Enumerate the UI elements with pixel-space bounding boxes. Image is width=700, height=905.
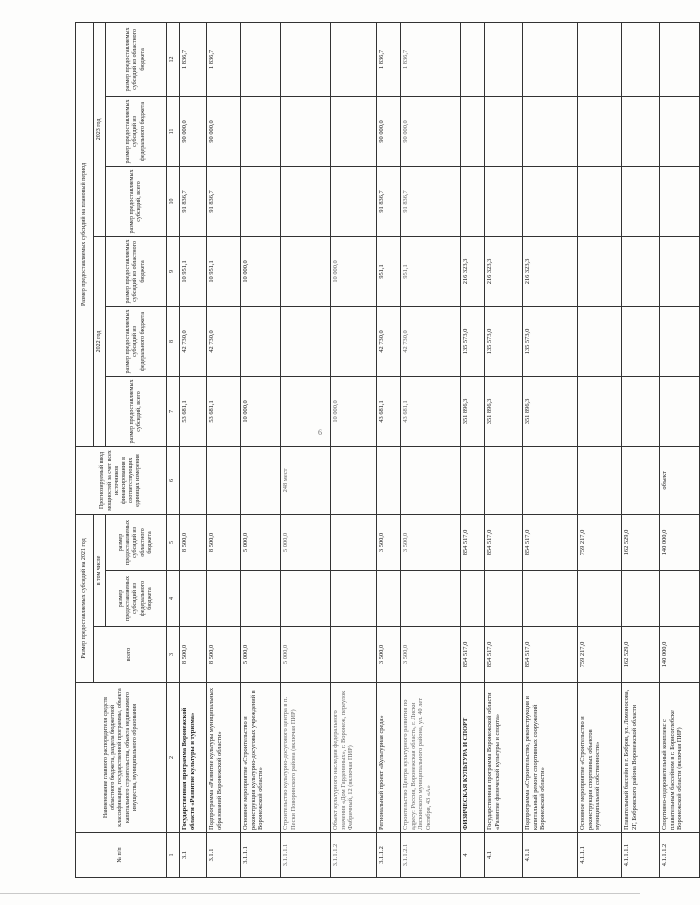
row-value-cell [241, 166, 281, 236]
row-name-cell: Государственная программа Воронежской области «Развитие физической культуры и спорта» [485, 683, 523, 833]
row-value-cell [578, 22, 622, 96]
row-value-cell [523, 571, 578, 627]
row-name-cell: Плавательный бассейн в г. Бобров, ул. Ломоносова, 2Г, Бобровского района Воронежской области [622, 683, 660, 833]
header-2021-reg: размер предоставляемых субсидий из областного бюджета [106, 514, 167, 570]
row-value-cell: 135 573,0 [461, 306, 485, 376]
row-value-cell [241, 306, 281, 376]
row-value-cell [485, 166, 523, 236]
row-value-cell: 351 896,3 [523, 376, 578, 446]
row-number-cell: 3.1 [180, 833, 207, 878]
row-name-cell: Государственная программа Воронежской области «Развитие культуры и туризма» [180, 683, 207, 833]
row-number-cell: 3.1.1.1 [241, 833, 281, 878]
row-value-cell [660, 306, 700, 376]
row-value-cell [377, 571, 401, 627]
row-value-cell [523, 96, 578, 166]
header-name: Наименование главного распорядителя средств областного бюджета, раздела бюджетной классификации, государственной программы, объекта капитального строительства, объекта недвижимого имущества, муниципального образования [76, 683, 167, 833]
header-capacity: Прогнозируемый ввод мощностей за счет всех источников финансирования в соответствующих единицах измерения [76, 446, 167, 514]
col-num: 3 [167, 627, 180, 683]
row-value-cell: 91 836,7 [377, 166, 401, 236]
row-value-cell [461, 22, 485, 96]
row-value-cell [180, 571, 207, 627]
header-2022-fed: размер предоставляемых субсидий из федерального бюджета [106, 306, 167, 376]
table-row [180, 22, 207, 877]
row-value-cell [622, 236, 660, 306]
table-row [281, 22, 331, 877]
col-num: 8 [167, 306, 180, 376]
row-value-cell: 854 517,0 [461, 514, 485, 570]
row-number-cell: 3.1.1.2.1 [401, 833, 461, 878]
row-value-cell: 10 951,1 [180, 236, 207, 306]
row-value-cell: 91 836,7 [401, 166, 461, 236]
row-value-cell [401, 446, 461, 514]
header-2022-reg: размер предоставляемых субсидий из областного бюджета [106, 236, 167, 306]
row-name-cell: Основное мероприятие «Строительство и реконструкция спортивных объектов муниципальной собственности» [578, 683, 622, 833]
header-2023-total: размер предоставляемых субсидий, всего [106, 166, 167, 236]
row-value-cell [281, 96, 331, 166]
page-number-mark: 6 [318, 428, 322, 437]
row-value-cell [660, 96, 700, 166]
row-value-cell [331, 306, 377, 376]
row-value-cell: 759 217,0 [578, 627, 622, 683]
row-name-cell: Строительство культурно-досугового центра в п. Пески Поворинского района (включая ПИР) [281, 683, 331, 833]
row-value-cell [660, 166, 700, 236]
row-value-cell: 216 323,3 [461, 236, 485, 306]
table-row [523, 22, 578, 877]
row-value-cell: 351 896,3 [485, 376, 523, 446]
row-value-cell [660, 571, 700, 627]
header-2023-fed: размер предоставляемых субсидий из федерального бюджета [106, 96, 167, 166]
row-number-cell: 3.1.1 [207, 833, 241, 878]
header-2021-total: всего [94, 627, 167, 683]
row-number-cell: 4.1.1.1.1 [622, 833, 660, 878]
row-value-cell: 162 529,0 [622, 514, 660, 570]
page-bottom-rule [0, 893, 640, 894]
row-value-cell [281, 376, 331, 446]
row-value-cell [241, 96, 281, 166]
row-value-cell: 90 000,0 [377, 96, 401, 166]
row-value-cell: 854 517,0 [523, 514, 578, 570]
row-value-cell: 135 573,0 [485, 306, 523, 376]
row-name-cell: Подпрограмма «Развитие культуры муниципальных образований Воронежской области» [207, 683, 241, 833]
row-value-cell: 135 573,0 [523, 306, 578, 376]
table-row [578, 22, 622, 877]
row-value-cell [622, 571, 660, 627]
row-value-cell: 10 951,1 [207, 236, 241, 306]
row-value-cell: 3 500,0 [401, 627, 461, 683]
row-value-cell [401, 571, 461, 627]
row-value-cell: 10 000,0 [331, 376, 377, 446]
row-value-cell: 8 500,0 [207, 514, 241, 570]
row-value-cell [523, 166, 578, 236]
row-number-cell: 4.1.1.1.2 [660, 833, 700, 878]
row-name-cell: Подпрограмма «Строительство, реконструкция и капитальный ремонт спортивных сооружений Воронежской области» [523, 683, 578, 833]
col-num: 9 [167, 236, 180, 306]
table-row [207, 22, 241, 877]
row-value-cell: 42 730,0 [401, 306, 461, 376]
col-num: 6 [167, 446, 180, 514]
row-number-cell: 4.1.1.1 [578, 833, 622, 878]
row-value-cell [485, 446, 523, 514]
row-value-cell [331, 22, 377, 96]
row-value-cell: 90 000,0 [401, 96, 461, 166]
row-value-cell [281, 236, 331, 306]
row-value-cell: 5 000,0 [281, 514, 331, 570]
row-value-cell: 216 323,3 [485, 236, 523, 306]
row-value-cell [241, 22, 281, 96]
row-value-cell [331, 627, 377, 683]
row-value-cell: 140 000,0 [660, 627, 700, 683]
row-value-cell [578, 166, 622, 236]
row-value-cell: 42 730,0 [180, 306, 207, 376]
row-value-cell: 43 681,1 [401, 376, 461, 446]
header-plan-period: Размер предоставляемых субсидий на плановый период [76, 22, 94, 446]
row-value-cell: 42 730,0 [207, 306, 241, 376]
row-value-cell: 3 500,0 [377, 627, 401, 683]
row-value-cell [461, 446, 485, 514]
header-2022: 2022 год [94, 236, 106, 446]
row-value-cell: 10 000,0 [331, 236, 377, 306]
row-value-cell: 854 517,0 [485, 627, 523, 683]
table-body [180, 22, 700, 877]
column-number-row [167, 22, 180, 877]
row-value-cell [622, 306, 660, 376]
row-value-cell [461, 571, 485, 627]
row-number-cell: 4 [461, 833, 485, 878]
row-value-cell: 1 836,7 [401, 22, 461, 96]
table-row [485, 22, 523, 877]
row-value-cell: 162 529,0 [622, 627, 660, 683]
row-name-cell: Строительство Центра культурного развития по адресу: Россия, Воронежская область, г. Лиски Лискинского муниципального района, ул. 40 лет Октября, 43 «А» [401, 683, 461, 833]
col-num: 2 [167, 683, 180, 833]
row-value-cell: 8 500,0 [207, 627, 241, 683]
row-value-cell [622, 22, 660, 96]
row-value-cell [331, 96, 377, 166]
row-value-cell: 43 681,1 [377, 376, 401, 446]
row-value-cell [578, 571, 622, 627]
header-2023: 2023 год [94, 22, 106, 236]
row-value-cell [281, 166, 331, 236]
row-value-cell: объект [660, 446, 700, 514]
header-2023-reg: размер предоставляемых субсидий из областного бюджета [106, 22, 167, 96]
col-num: 1 [167, 833, 180, 878]
row-number-cell: 3.1.1.2 [377, 833, 401, 878]
row-value-cell [241, 571, 281, 627]
row-value-cell [622, 446, 660, 514]
row-value-cell: 759 217,0 [578, 514, 622, 570]
col-num: 10 [167, 166, 180, 236]
row-value-cell [578, 306, 622, 376]
row-number-cell: 4.1.1 [523, 833, 578, 878]
row-name-cell: Региональный проект «Культурная среда» [377, 683, 401, 833]
row-value-cell: 8 500,0 [180, 627, 207, 683]
row-name-cell: Объект культурного наследия федерального значения «Дом Гардениных», г. Воронеж, переулок Фабричный, 12 (включая ПИР) [331, 683, 377, 833]
row-value-cell: 854 517,0 [523, 627, 578, 683]
row-value-cell [180, 446, 207, 514]
budget-table-sheet [75, 23, 684, 878]
row-value-cell [207, 571, 241, 627]
row-value-cell: 3 500,0 [377, 514, 401, 570]
table-row [461, 22, 485, 877]
table-row [660, 22, 700, 877]
row-value-cell [578, 376, 622, 446]
row-value-cell: 248 мест [281, 446, 331, 514]
table-row [401, 22, 461, 877]
row-value-cell: 90 000,0 [180, 96, 207, 166]
row-value-cell [485, 22, 523, 96]
row-value-cell [241, 446, 281, 514]
row-value-cell [622, 96, 660, 166]
row-value-cell: 140 000,0 [660, 514, 700, 570]
row-name-cell: Основное мероприятие «Строительство и реконструкция культурно-досуговых учреждений в Воронежской области» [241, 683, 281, 833]
row-value-cell: 42 730,0 [377, 306, 401, 376]
header-2021-incl: в том числе [94, 514, 106, 626]
row-name-cell: ФИЗИЧЕСКАЯ КУЛЬТУРА И СПОРТ [461, 683, 485, 833]
row-value-cell: 1 836,7 [207, 22, 241, 96]
table-row [331, 22, 377, 877]
table-row [377, 22, 401, 877]
row-value-cell: 53 681,1 [207, 376, 241, 446]
row-value-cell [485, 96, 523, 166]
row-value-cell: 10 000,0 [241, 236, 281, 306]
col-num: 4 [167, 571, 180, 627]
row-value-cell: 90 000,0 [207, 96, 241, 166]
header-2021-fed: размер предоставляемых субсидий из федерального бюджета [106, 571, 167, 627]
row-value-cell: 91 836,7 [180, 166, 207, 236]
row-value-cell [622, 376, 660, 446]
row-value-cell [485, 571, 523, 627]
row-value-cell: 53 681,1 [180, 376, 207, 446]
row-value-cell [207, 446, 241, 514]
row-value-cell [331, 571, 377, 627]
row-value-cell: 1 836,7 [180, 22, 207, 96]
row-value-cell: 5 000,0 [281, 627, 331, 683]
row-value-cell [281, 22, 331, 96]
row-value-cell: 216 323,3 [523, 236, 578, 306]
row-value-cell [331, 514, 377, 570]
row-value-cell: 8 500,0 [180, 514, 207, 570]
row-value-cell [660, 22, 700, 96]
row-value-cell [660, 236, 700, 306]
row-value-cell: 10 000,0 [241, 376, 281, 446]
row-value-cell: 5 000,0 [241, 627, 281, 683]
row-value-cell [578, 236, 622, 306]
row-value-cell: 351 896,3 [461, 376, 485, 446]
row-value-cell: 854 517,0 [461, 627, 485, 683]
row-value-cell [461, 166, 485, 236]
row-number-cell: 3.1.1.1.2 [331, 833, 377, 878]
row-value-cell [622, 166, 660, 236]
header-no: № п/п [76, 833, 167, 878]
table-row [622, 22, 660, 877]
col-num: 5 [167, 514, 180, 570]
row-value-cell [523, 22, 578, 96]
row-value-cell: 1 836,7 [377, 22, 401, 96]
table-header [76, 22, 180, 877]
row-value-cell: 5 000,0 [241, 514, 281, 570]
row-value-cell: 951,1 [401, 236, 461, 306]
row-value-cell [660, 376, 700, 446]
row-value-cell [331, 446, 377, 514]
col-num: 11 [167, 96, 180, 166]
row-value-cell [578, 96, 622, 166]
row-value-cell: 854 517,0 [485, 514, 523, 570]
row-value-cell [461, 96, 485, 166]
row-value-cell [331, 166, 377, 236]
row-value-cell: 91 836,7 [207, 166, 241, 236]
col-num: 7 [167, 376, 180, 446]
col-num: 12 [167, 22, 180, 96]
row-value-cell [578, 446, 622, 514]
row-number-cell: 3.1.1.1.1 [281, 833, 331, 878]
row-value-cell [281, 306, 331, 376]
row-value-cell [377, 446, 401, 514]
header-2022-total: размер предоставляемых субсидий, всего [106, 376, 167, 446]
row-number-cell: 4.1 [485, 833, 523, 878]
row-name-cell: Спортивно-оздоровительный комплекс с плавательным бассейном в г. Борисоглебске Воронежской области (включая ПИР) [660, 683, 700, 833]
header-2021: Размер предоставляемых субсидий на 2021 год [76, 514, 94, 682]
row-value-cell: 951,1 [377, 236, 401, 306]
subsidy-table [75, 22, 700, 878]
row-value-cell: 3 500,0 [401, 514, 461, 570]
table-row [241, 22, 281, 877]
row-value-cell [281, 571, 331, 627]
row-value-cell [523, 446, 578, 514]
